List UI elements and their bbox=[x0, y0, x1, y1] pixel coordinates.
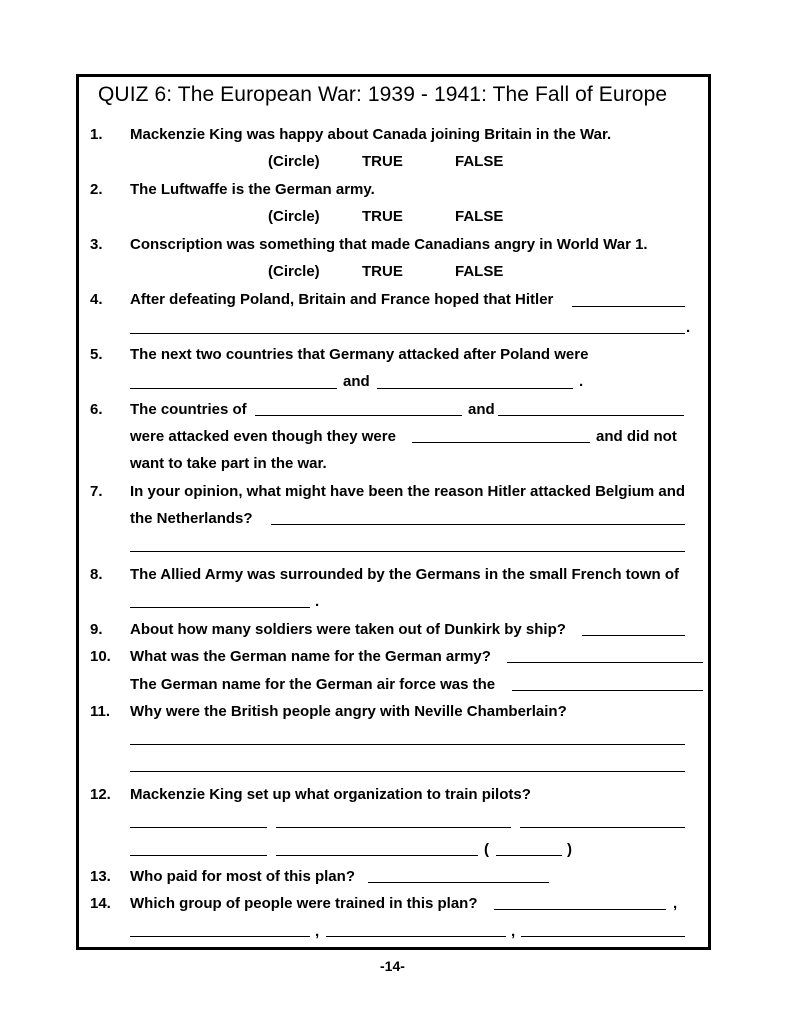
question-7-text: In your opinion, what might have been the reason Hitler attacked Belgium and bbox=[130, 483, 686, 500]
question-6-text: The countries of bbox=[130, 401, 247, 418]
answer-blank[interactable] bbox=[496, 855, 562, 856]
page-number: -14- bbox=[380, 958, 405, 974]
false-option[interactable]: FALSE bbox=[455, 208, 504, 225]
question-14-number: 14. bbox=[90, 895, 111, 912]
question-6-line-3: want to take part in the war. bbox=[130, 455, 327, 472]
and-word: and bbox=[343, 373, 370, 390]
answer-blank[interactable] bbox=[520, 827, 685, 828]
question-7-number: 7. bbox=[90, 483, 103, 500]
answer-blank[interactable] bbox=[271, 524, 685, 525]
comma: , bbox=[315, 923, 320, 940]
comma: , bbox=[511, 923, 516, 940]
answer-blank[interactable] bbox=[130, 333, 685, 334]
true-option[interactable]: TRUE bbox=[362, 263, 403, 280]
false-option[interactable]: FALSE bbox=[455, 153, 504, 170]
true-option[interactable]: TRUE bbox=[362, 208, 403, 225]
question-1-number: 1. bbox=[90, 126, 103, 143]
question-13-text: Who paid for most of this plan? bbox=[130, 868, 355, 885]
answer-blank[interactable] bbox=[507, 662, 703, 663]
question-11-number: 11. bbox=[90, 703, 111, 720]
answer-blank[interactable] bbox=[255, 415, 462, 416]
question-13-number: 13. bbox=[90, 868, 111, 885]
question-10-line-2: The German name for the German air force was the bbox=[130, 676, 496, 693]
answer-blank[interactable] bbox=[572, 306, 685, 307]
question-7-line-2: the Netherlands? bbox=[130, 510, 253, 527]
answer-blank[interactable] bbox=[276, 827, 511, 828]
answer-blank[interactable] bbox=[326, 936, 506, 937]
question-5-number: 5. bbox=[90, 346, 103, 363]
comma: , bbox=[673, 895, 678, 912]
question-12-number: 12. bbox=[90, 786, 111, 803]
answer-blank[interactable] bbox=[498, 415, 684, 416]
answer-blank[interactable] bbox=[276, 855, 478, 856]
answer-blank[interactable] bbox=[130, 388, 337, 389]
question-3-number: 3. bbox=[90, 236, 103, 253]
answer-blank[interactable] bbox=[130, 771, 685, 772]
answer-blank[interactable] bbox=[377, 388, 573, 389]
question-6-number: 6. bbox=[90, 401, 103, 418]
question-10-text: What was the German name for the German army? bbox=[130, 648, 491, 665]
and-word: and bbox=[468, 401, 495, 418]
answer-blank[interactable] bbox=[130, 855, 267, 856]
question-9-number: 9. bbox=[90, 621, 103, 638]
question-3-text: Conscription was something that made Canadians angry in World War 1. bbox=[130, 236, 648, 253]
question-1-text: Mackenzie King was happy about Canada joining Britain in the War. bbox=[130, 126, 612, 143]
answer-blank[interactable] bbox=[130, 936, 310, 937]
question-2-number: 2. bbox=[90, 181, 103, 198]
answer-blank[interactable] bbox=[412, 442, 590, 443]
question-10-number: 10. bbox=[90, 648, 111, 665]
question-2-text: The Luftwaffe is the German army. bbox=[130, 181, 375, 198]
answer-blank[interactable] bbox=[582, 635, 685, 636]
question-5-text: The next two countries that Germany attacked after Poland were bbox=[130, 346, 589, 363]
circle-label: (Circle) bbox=[268, 153, 320, 170]
page-title: QUIZ 6: The European War: 1939 - 1941: The Fall of Europe bbox=[98, 83, 668, 106]
question-8-text: The Allied Army was surrounded by the Germans in the small French town of bbox=[130, 566, 679, 583]
question-4-number: 4. bbox=[90, 291, 103, 308]
answer-blank[interactable] bbox=[368, 882, 549, 883]
answer-blank[interactable] bbox=[494, 909, 666, 910]
answer-blank[interactable] bbox=[521, 936, 685, 937]
question-6-line-2b: and did not bbox=[596, 428, 677, 445]
paren-close: ) bbox=[567, 841, 572, 858]
question-4-text: After defeating Poland, Britain and France hoped that Hitler bbox=[130, 291, 554, 308]
answer-blank[interactable] bbox=[130, 551, 685, 552]
question-12-text: Mackenzie King set up what organization to train pilots? bbox=[130, 786, 531, 803]
answer-blank[interactable] bbox=[130, 607, 310, 608]
false-option[interactable]: FALSE bbox=[455, 263, 504, 280]
answer-blank[interactable] bbox=[130, 744, 685, 745]
circle-label: (Circle) bbox=[268, 208, 320, 225]
period: . bbox=[686, 319, 691, 336]
circle-label: (Circle) bbox=[268, 263, 320, 280]
period: . bbox=[315, 593, 320, 610]
question-14-text: Which group of people were trained in this plan? bbox=[130, 895, 478, 912]
paren-open: ( bbox=[484, 841, 489, 858]
period: . bbox=[579, 373, 584, 390]
question-6-line-2a: were attacked even though they were bbox=[130, 428, 396, 445]
answer-blank[interactable] bbox=[130, 827, 267, 828]
question-8-number: 8. bbox=[90, 566, 103, 583]
answer-blank[interactable] bbox=[512, 690, 703, 691]
question-9-text: About how many soldiers were taken out of Dunkirk by ship? bbox=[130, 621, 566, 638]
true-option[interactable]: TRUE bbox=[362, 153, 403, 170]
question-11-text: Why were the British people angry with Neville Chamberlain? bbox=[130, 703, 567, 720]
